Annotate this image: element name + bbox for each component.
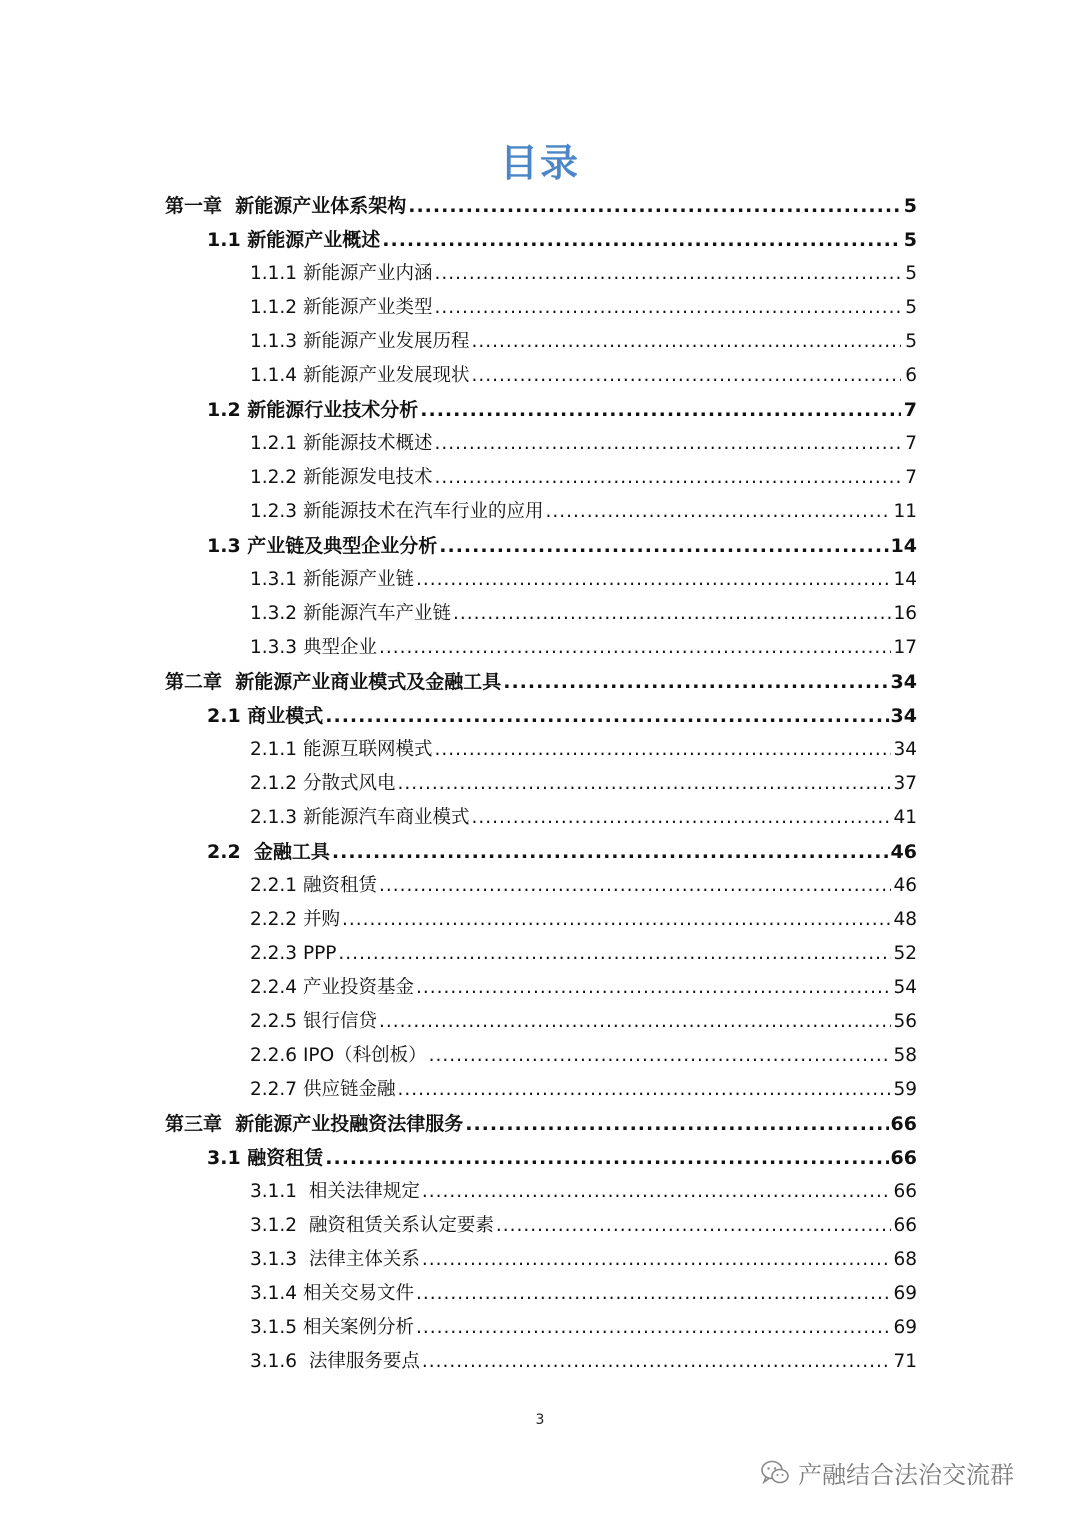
dot-leader — [325, 1141, 888, 1175]
toc-entry-page: 7 — [905, 433, 917, 454]
dot-leader — [408, 189, 901, 223]
toc-entry-page: 14 — [893, 569, 917, 590]
dot-leader — [379, 1005, 892, 1039]
dot-leader — [397, 767, 891, 801]
toc-entry-page: 6 — [905, 365, 917, 386]
toc-entry[interactable] — [250, 1039, 917, 1073]
toc-entry-page: 69 — [893, 1317, 917, 1338]
toc-entry-page: 66 — [893, 1181, 917, 1202]
toc-entry[interactable] — [250, 359, 917, 393]
dot-leader — [332, 835, 889, 869]
dot-leader — [496, 1209, 892, 1243]
dot-leader — [342, 903, 892, 937]
toc-entry-page: 5 — [903, 195, 917, 217]
toc-entry-page: 56 — [893, 1011, 917, 1032]
toc-entry[interactable] — [250, 1311, 917, 1345]
toc-entry-label: 1.2.1 新能源技术概述 — [250, 433, 433, 454]
toc-entry-label: 2.2.3 PPP — [250, 943, 337, 964]
toc-entry[interactable] — [250, 869, 917, 903]
toc-entry-label: 1.3.1 新能源产业链 — [250, 569, 414, 590]
toc-entry[interactable] — [250, 631, 917, 665]
toc-entry-label: 3.1.5 相关案例分析 — [250, 1317, 414, 1338]
toc-entry[interactable] — [207, 699, 917, 733]
toc-entry-label: 2.1 商业模式 — [207, 705, 324, 727]
toc-entry-page: 54 — [893, 977, 917, 998]
dot-leader — [434, 733, 891, 767]
dot-leader — [422, 1175, 892, 1209]
toc-entry-label: 3.1.1 相关法律规定 — [250, 1181, 420, 1202]
toc-entry[interactable] — [250, 1277, 917, 1311]
toc-entry[interactable] — [250, 257, 917, 291]
toc-entry[interactable] — [250, 563, 917, 597]
toc-entry-page: 48 — [893, 909, 917, 930]
dot-leader — [420, 393, 901, 427]
toc-entry-page: 41 — [893, 807, 917, 828]
toc-entry-label: 第二章 新能源产业商业模式及金融工具 — [165, 671, 502, 693]
toc-entry[interactable] — [165, 189, 917, 223]
toc-entry-page: 5 — [905, 297, 917, 318]
toc-entry-page: 71 — [893, 1351, 917, 1372]
toc-entry-label: 第三章 新能源产业投融资法律服务 — [165, 1113, 464, 1135]
dot-leader — [382, 223, 901, 257]
toc-entry[interactable] — [250, 801, 917, 835]
toc-entry-page: 17 — [893, 637, 917, 658]
toc-entry-page: 59 — [893, 1079, 917, 1100]
toc-entry-page: 37 — [893, 773, 917, 794]
toc-entry-label: 1.3.2 新能源汽车产业链 — [250, 603, 451, 624]
dot-leader — [416, 1277, 891, 1311]
toc-entry[interactable] — [250, 291, 917, 325]
toc-entry[interactable] — [250, 1345, 917, 1379]
toc-entry[interactable] — [165, 1107, 917, 1141]
toc-entry-page: 7 — [905, 467, 917, 488]
toc-entry-page: 46 — [893, 875, 917, 896]
watermark-text: 产融结合法治交流群 — [798, 1461, 1014, 1489]
toc-entry-page: 5 — [905, 331, 917, 352]
toc-entry-label: 1.3 产业链及典型企业分析 — [207, 535, 438, 557]
toc-entry[interactable] — [207, 393, 917, 427]
toc-entry-label: 第一章 新能源产业体系架构 — [165, 195, 407, 217]
toc-entry-label: 2.2.5 银行信贷 — [250, 1011, 377, 1032]
toc-entry-label: 2.2.7 供应链金融 — [250, 1079, 396, 1100]
toc-entry[interactable] — [250, 1005, 917, 1039]
toc-entry-label: 1.2 新能源行业技术分析 — [207, 399, 419, 421]
toc-entry-page: 5 — [903, 229, 917, 251]
toc-entry[interactable] — [250, 427, 917, 461]
toc-entry-page: 66 — [890, 1113, 917, 1135]
wechat-icon — [760, 1459, 790, 1487]
dot-leader — [471, 325, 901, 359]
dot-leader — [416, 971, 891, 1005]
toc-entry-label: 2.1.3 新能源汽车商业模式 — [250, 807, 470, 828]
toc-entry[interactable] — [250, 1243, 917, 1277]
toc-entry[interactable] — [250, 495, 917, 529]
dot-leader — [545, 495, 891, 529]
toc-entry[interactable] — [207, 529, 917, 563]
toc-entry[interactable] — [207, 1141, 917, 1175]
toc-entry[interactable] — [250, 1175, 917, 1209]
toc-entry[interactable] — [250, 903, 917, 937]
dot-leader — [325, 699, 888, 733]
toc-entry[interactable] — [250, 461, 917, 495]
dot-leader — [338, 937, 891, 971]
toc-entry-label: 2.1.2 分散式风电 — [250, 773, 396, 794]
watermark — [760, 1455, 1014, 1490]
toc-entry[interactable] — [250, 767, 917, 801]
dot-leader — [434, 427, 901, 461]
toc-entry-page: 58 — [893, 1045, 917, 1066]
dot-leader — [416, 563, 891, 597]
toc-entry-page: 68 — [893, 1249, 917, 1270]
toc-entry-page: 14 — [890, 535, 917, 557]
dot-leader — [465, 1107, 888, 1141]
toc-entry[interactable] — [207, 223, 917, 257]
toc-entry-label: 2.1.1 能源互联网模式 — [250, 739, 433, 760]
toc-entry-page: 11 — [893, 501, 917, 522]
toc-entry[interactable] — [250, 325, 917, 359]
toc-entry-page: 5 — [905, 263, 917, 284]
toc-entry[interactable] — [250, 597, 917, 631]
toc-entry-label: 1.1.1 新能源产业内涵 — [250, 263, 433, 284]
toc-entry-page: 66 — [890, 1147, 917, 1169]
toc-entry[interactable] — [207, 835, 917, 869]
toc-entry-label: 3.1.6 法律服务要点 — [250, 1351, 420, 1372]
dot-leader — [453, 597, 891, 631]
toc-entry-label: 2.2.4 产业投资基金 — [250, 977, 414, 998]
toc-entry-label: 3.1.2 融资租赁关系认定要素 — [250, 1215, 494, 1236]
dot-leader — [379, 631, 892, 665]
toc-title: 目录 — [499, 141, 580, 185]
dot-leader — [416, 1311, 891, 1345]
toc-entry-label: 2.2.1 融资租赁 — [250, 875, 377, 896]
toc-entry[interactable] — [250, 1073, 917, 1107]
toc-entry-label: 1.1.2 新能源产业类型 — [250, 297, 433, 318]
toc-entry[interactable] — [165, 665, 917, 699]
dot-leader — [503, 665, 888, 699]
toc-entry[interactable] — [250, 971, 917, 1005]
toc-entry-page: 34 — [893, 739, 917, 760]
toc-entry[interactable] — [250, 1209, 917, 1243]
toc-entry[interactable] — [250, 937, 917, 971]
toc-entry-label: 1.2.3 新能源技术在汽车行业的应用 — [250, 501, 544, 522]
dot-leader — [422, 1243, 892, 1277]
dot-leader — [434, 291, 901, 325]
toc-entry-label: 1.2.2 新能源发电技术 — [250, 467, 433, 488]
toc-entry-page: 7 — [903, 399, 917, 421]
dot-leader — [471, 359, 901, 393]
dot-leader — [439, 529, 888, 563]
dot-leader — [379, 869, 892, 903]
dot-leader — [471, 801, 891, 835]
page-number: 3 — [535, 1412, 545, 1428]
dot-leader — [422, 1345, 892, 1379]
toc-entry-label: 1.3.3 典型企业 — [250, 637, 377, 658]
toc-entry-label: 3.1.4 相关交易文件 — [250, 1283, 414, 1304]
toc-entry[interactable] — [250, 733, 917, 767]
toc-entry-page: 34 — [890, 705, 917, 727]
toc-entry-label: 1.1 新能源产业概述 — [207, 229, 381, 251]
toc-entry-page: 46 — [890, 841, 917, 863]
toc-entry-label: 3.1.3 法律主体关系 — [250, 1249, 420, 1270]
dot-leader — [434, 461, 901, 495]
toc-entry-page: 52 — [893, 943, 917, 964]
dot-leader — [397, 1073, 891, 1107]
toc-entry-label: 2.2 金融工具 — [207, 841, 330, 863]
toc-entry-label: 2.2.2 并购 — [250, 909, 340, 930]
toc-entry-label: 3.1 融资租赁 — [207, 1147, 324, 1169]
toc-entry-page: 34 — [890, 671, 917, 693]
toc-entry-label: 1.1.4 新能源产业发展现状 — [250, 365, 470, 386]
toc-entry-label: 2.2.6 IPO（科创板） — [250, 1045, 427, 1066]
toc-entry-page: 16 — [893, 603, 917, 624]
dot-leader — [434, 257, 901, 291]
dot-leader — [429, 1039, 892, 1073]
toc-entry-page: 66 — [893, 1215, 917, 1236]
toc-entry-page: 69 — [893, 1283, 917, 1304]
toc-entry-label: 1.1.3 新能源产业发展历程 — [250, 331, 470, 352]
